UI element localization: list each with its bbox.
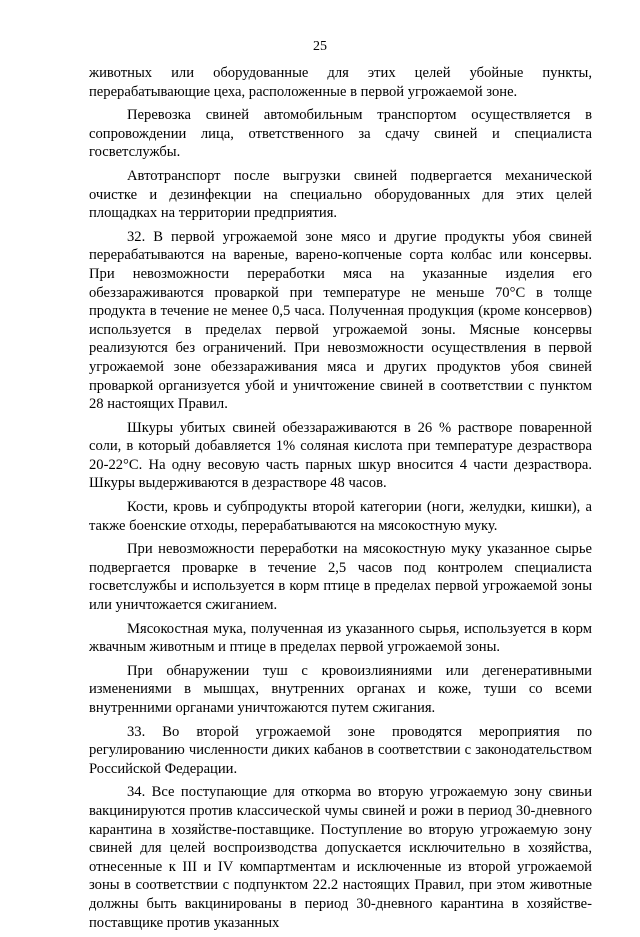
text-line: законодательством Российской Федерации.: [89, 742, 593, 777]
text-line: животных или оборудованные для этих целей убойные пункты,: [89, 65, 592, 81]
paragraph: [89, 64, 592, 101]
text-line: госветслужбы и используется в корм птице в пределах первой угрожаемой: [89, 578, 558, 595]
text-line: перерабатывающие цеха, расположенные в первой угрожаемой зоне.: [89, 83, 518, 100]
page-number: 25: [313, 39, 327, 54]
text-line: 33. Во второй угрожаемой зоне проводятся мероприятия по: [127, 723, 592, 740]
text-line: дневного карантина в хозяйстве-поставщике. Поступление во вторую: [89, 802, 592, 838]
paragraph: [89, 540, 592, 614]
text-line: 34. Все поступающие для откорма во вторую угрожаемую зону свиньи: [127, 784, 592, 801]
text-line: консервы реализуются без ограничений. При невозможности осуществления: [89, 321, 592, 357]
text-line: госветслужбы.: [89, 144, 181, 161]
text-line: консервов) используется в пределах первой угрожаемой зоны. Мясные: [89, 303, 592, 338]
text-line: сырье подвергается проварке в течение 2,5 часов под контролем специалиста: [89, 541, 592, 576]
paragraph: [89, 783, 592, 932]
text-line: изменениями в мышцах, внутренних органах и коже, туши со всеми: [89, 681, 592, 698]
text-line: вакцинируются против классической чумы свиней и рожи в период 30-: [89, 802, 536, 819]
paragraph: [89, 228, 592, 414]
text-line: угрожаемую зону свиней для целей воспроизводства допускается: [89, 821, 592, 857]
text-line: продукта в течение не менее 0,5 часа. Полученная продукция (кроме: [89, 303, 521, 320]
text-line: Мясокостная мука, полученная из указанного сырья, используется в: [127, 620, 558, 637]
paragraph: [89, 419, 592, 493]
document-body: [89, 64, 592, 937]
text-line: перерабатываются на вареные, варено-копченые сорта колбас или консервы.: [89, 247, 592, 264]
text-line: настоящих Правил, при этом животные должны быть вакцинированы в: [89, 877, 592, 912]
text-line: При невозможности переработки на мясокостную муку указанное: [127, 541, 550, 558]
text-line: очистке и дезинфекции на специально оборудованных для этих целей: [89, 186, 592, 203]
paragraph: [89, 106, 592, 162]
text-line: регулированию численности диких кабанов в соответствии с: [89, 742, 472, 759]
paragraph: [89, 662, 592, 718]
text-line: При обнаружении туш с кровоизлияниями или дегенеративными: [127, 662, 592, 679]
text-line: Перевозка свиней автомобильным транспортом осуществляется в: [127, 107, 592, 124]
text-line: 32. В первой угрожаемой зоне мясо и другие продукты убоя свиней: [127, 228, 592, 245]
text-line: свиней проваркой организуется убой и уничтожение свиней в соответствии с: [89, 358, 592, 394]
text-line: корм жвачным животным и птице в пределах первой угрожаемой зоны.: [89, 620, 592, 656]
text-line: площадках на территории предприятия.: [89, 205, 338, 222]
text-line: дезраствора 20-22°С. На одну весовую часть парных шкур вносится 4 части: [89, 438, 592, 473]
text-line: При невозможности переработки мяса на указанные изделия его: [89, 265, 592, 282]
text-line: соли, в который добавляется 1% соляная кислота при температуре: [89, 438, 513, 455]
paragraph: [89, 723, 592, 779]
text-line: пунктом 28 настоящих Правил.: [89, 377, 592, 413]
text-line: Автотранспорт после выгрузки свиней подвергается механической: [127, 167, 592, 184]
text-line: Кости, кровь и субпродукты второй категории (ноги, желудки, кишки),: [127, 499, 581, 516]
paragraph: [89, 620, 592, 657]
text-line: исключенные из второй угрожаемой зоны в соответствии с подпунктом 22.2: [89, 858, 592, 894]
text-line: зоны или уничтожается сжиганием.: [89, 578, 593, 614]
text-line: исключительно в хозяйства, отнесенные к III и IV компартментам и: [89, 840, 593, 875]
paragraph: [89, 167, 592, 223]
text-line: дезраствора. Шкуры выдерживаются в дезрастворе 48 часов.: [89, 456, 592, 492]
text-line: сопровождении лица, ответственного за сдачу свиней и специалиста: [89, 125, 592, 142]
text-line: а также боенские отходы, перерабатываются на мясокостную муку.: [89, 499, 593, 534]
text-line: Шкуры убитых свиней обеззараживаются в 26 % растворе поваренной: [127, 419, 592, 436]
text-line: обеззараживаются проваркой при температуре не меньше 70°С в толще: [89, 284, 592, 301]
paragraph: [89, 498, 592, 535]
text-line: в первой угрожаемой зоне обеззараживания мяса и других продуктов убоя: [89, 340, 592, 375]
text-line: внутренними органами уничтожаются путем сжигания.: [89, 700, 436, 716]
text-line: период 30-дневного карантина в хозяйстве-поставщике против указанных: [89, 895, 593, 931]
